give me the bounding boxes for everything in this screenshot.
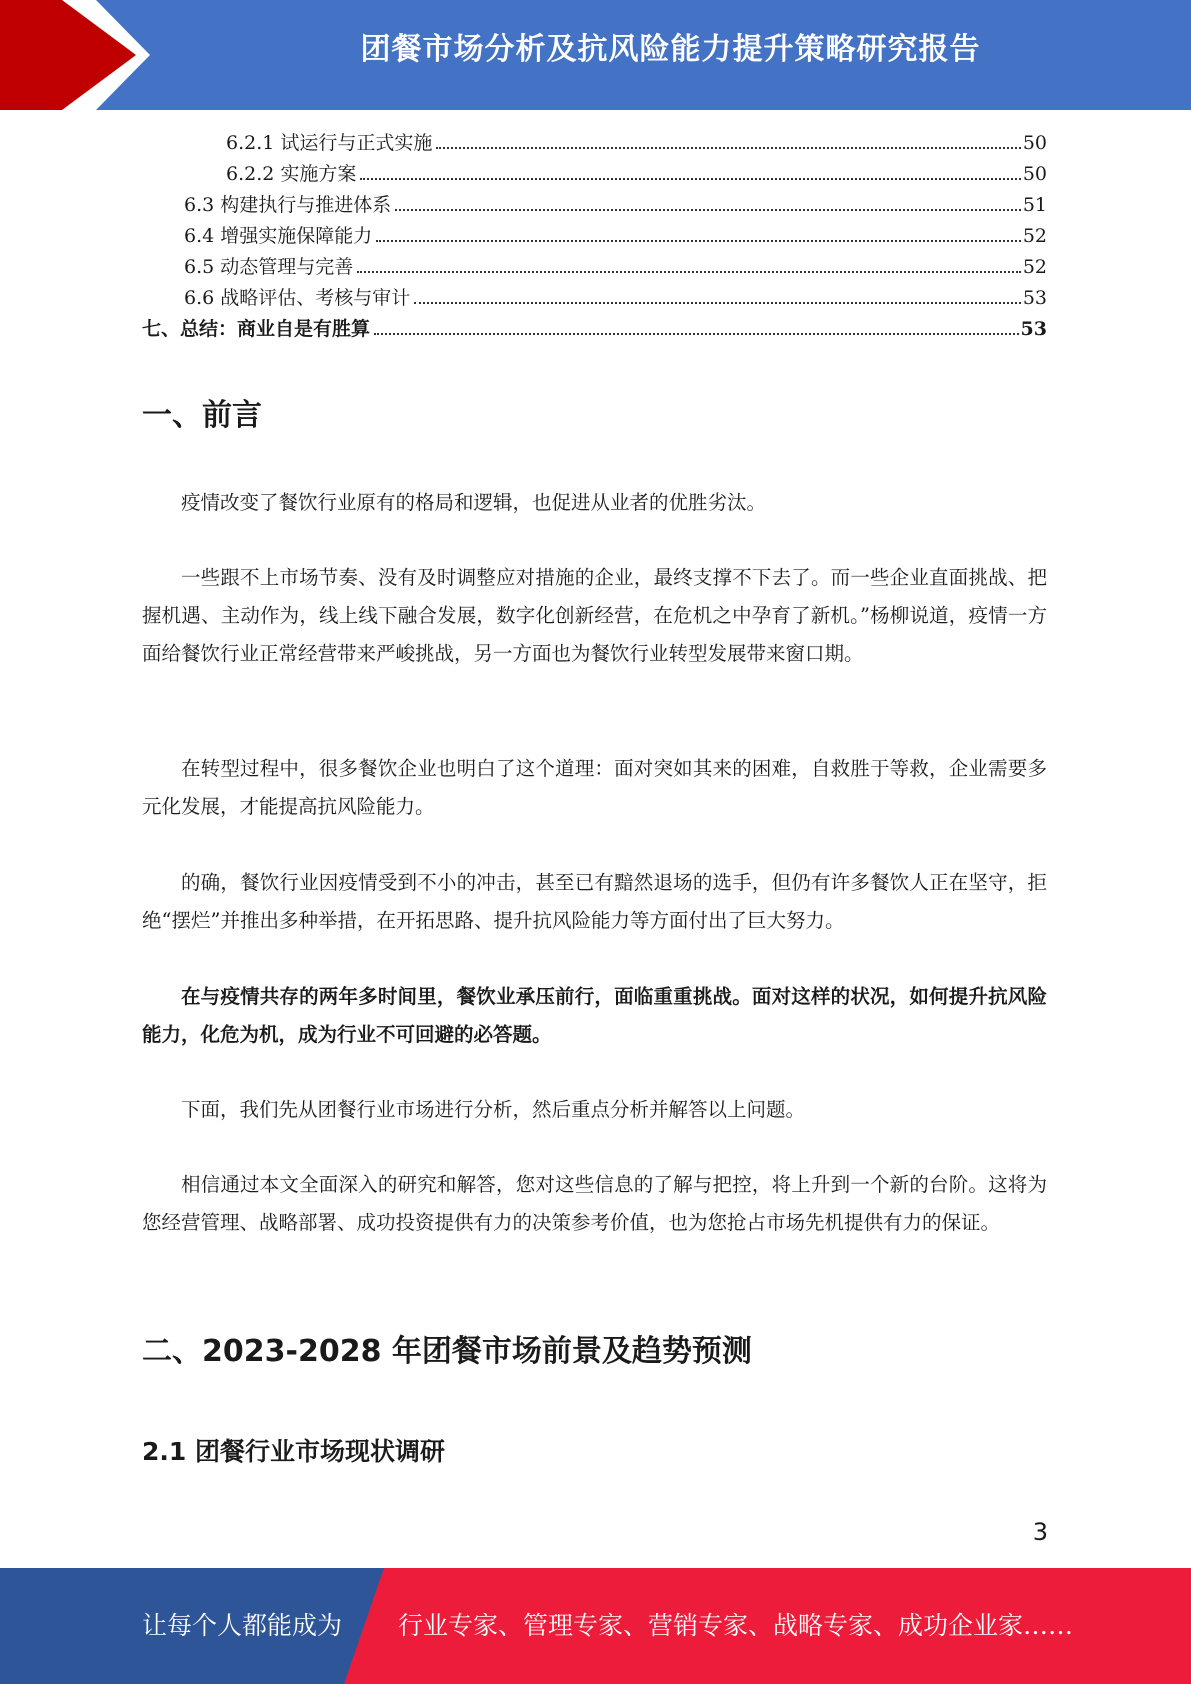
toc-leader-dots xyxy=(357,270,1021,273)
toc-entry[interactable] xyxy=(142,252,1047,283)
page-header xyxy=(0,0,1191,110)
toc-entry-label: 七、总结：商业自是有胜算 xyxy=(142,318,371,340)
footer-slogan-left: 让每个人都能成为 xyxy=(142,1611,343,1640)
page-footer xyxy=(0,1568,1191,1684)
body-paragraph-emphasis: 在与疫情共存的两年多时间里，餐饮业承压前行，面临重重挑战。面对这样的状况，如何提升抗风险能力，化危为机，成为行业不可回避的必答题。 xyxy=(142,985,1047,1046)
body-paragraph: 疫情改变了餐饮行业原有的格局和逻辑，也促进从业者的优胜劣汰。 xyxy=(181,491,767,514)
toc-leader-dots xyxy=(376,239,1021,242)
toc-entry[interactable] xyxy=(142,128,1047,159)
toc-leader-dots xyxy=(374,332,1019,335)
toc-leader-dots xyxy=(414,301,1021,304)
table-of-contents xyxy=(142,128,1047,345)
toc-entry-page: 52 xyxy=(1022,225,1047,247)
header-title: 团餐市场分析及抗风险能力提升策略研究报告 xyxy=(360,32,981,67)
toc-entry-label: 6.3 构建执行与推进体系 xyxy=(184,194,392,216)
toc-entry[interactable] xyxy=(142,159,1047,190)
toc-entry[interactable] xyxy=(142,283,1047,314)
toc-leader-dots xyxy=(395,208,1021,211)
body-paragraph: 相信通过本文全面深入的研究和解答，您对这些信息的了解与把控，将上升到一个新的台阶。这将为您经营管理、战略部署、成功投资提供有力的决策参考价值，也为您抢占市场先机提供有力的保证。 xyxy=(142,1173,1047,1234)
toc-entry-label: 6.2.1 试运行与正式实施 xyxy=(226,132,433,154)
body-paragraph: 在转型过程中，很多餐饮企业也明白了这个道理：面对突如其来的困难，自救胜于等救，企业需要多元化发展，才能提高抗风险能力。 xyxy=(142,757,1047,818)
subsection-heading: 2.1 团餐行业市场现状调研 xyxy=(142,1437,445,1466)
footer-slogan-right: 行业专家、管理专家、营销专家、战略专家、成功企业家…… xyxy=(398,1611,1074,1640)
toc-entry-label: 6.2.2 实施方案 xyxy=(226,163,357,185)
toc-entry-label: 6.4 增强实施保障能力 xyxy=(184,225,373,247)
toc-leader-dots xyxy=(360,177,1020,180)
body-paragraph: 一些跟不上市场节奏、没有及时调整应对措施的企业，最终支撑不下去了。而一些企业直面挑战、把握机遇、主动作为，线上线下融合发展，数字化创新经营，在危机之中孕育了新机。”杨柳说道，疫情一方面给餐饮行业正常经营带来严峻挑战，另一方面也为餐饮行业转型发展带来窗口期。 xyxy=(142,566,1047,665)
section-heading: 二、2023-2028 年团餐市场前景及趋势预测 xyxy=(142,1334,752,1369)
toc-entry-label: 6.5 动态管理与完善 xyxy=(184,256,354,278)
toc-entry[interactable] xyxy=(142,190,1047,221)
toc-entry[interactable] xyxy=(142,314,1047,345)
toc-entry-page: 50 xyxy=(1022,132,1047,154)
body-paragraph: 的确，餐饮行业因疫情受到不小的冲击，甚至已有黯然退场的选手，但仍有许多餐饮人正在坚守，拒绝“摆烂”并推出多种举措，在开拓思路、提升抗风险能力等方面付出了巨大努力。 xyxy=(142,871,1047,932)
toc-entry-page: 53 xyxy=(1020,318,1047,340)
toc-leader-dots xyxy=(436,146,1020,149)
toc-entry-page: 52 xyxy=(1022,256,1047,278)
toc-entry-label: 6.6 战略评估、考核与审计 xyxy=(184,287,411,309)
page-number: 3 xyxy=(1032,1518,1048,1546)
toc-entry-page: 53 xyxy=(1022,287,1047,309)
toc-entry-page: 50 xyxy=(1022,163,1047,185)
body-paragraph: 下面，我们先从团餐行业市场进行分析，然后重点分析并解答以上问题。 xyxy=(181,1098,806,1121)
toc-entry[interactable] xyxy=(142,221,1047,252)
toc-entry-page: 51 xyxy=(1022,194,1047,216)
section-heading: 一、前言 xyxy=(142,398,262,433)
